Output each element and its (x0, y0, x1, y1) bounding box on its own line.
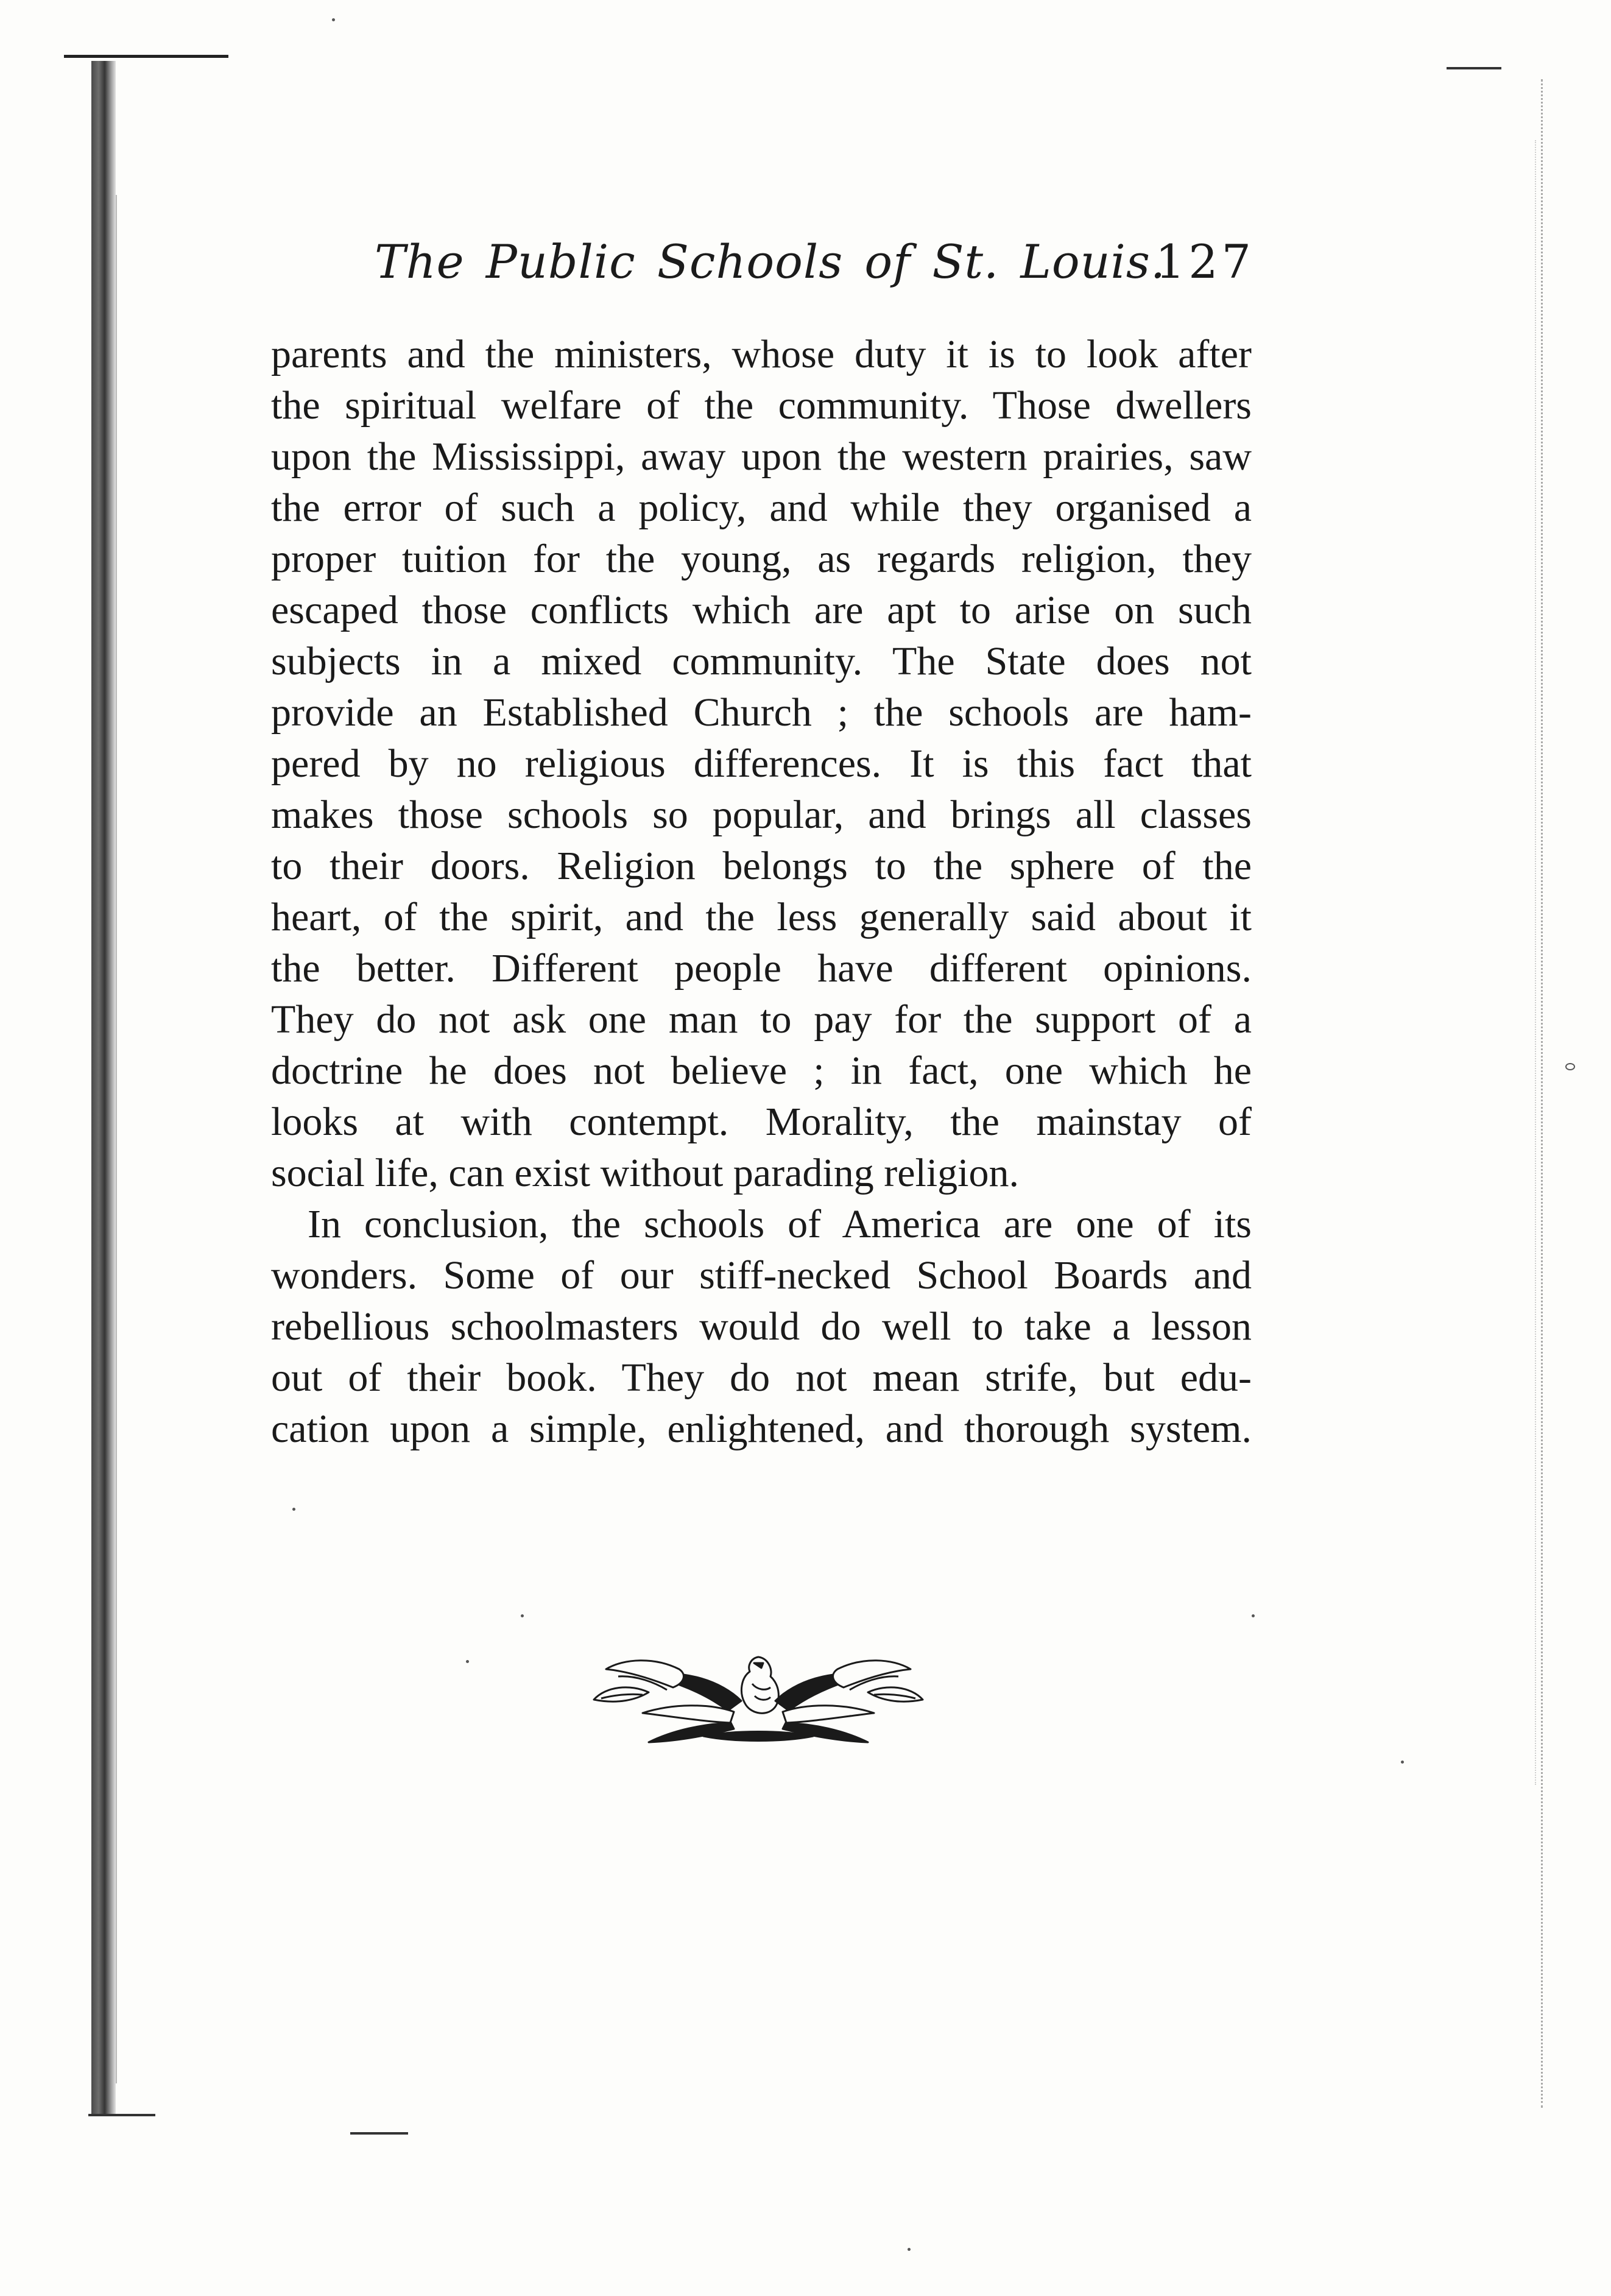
floral-tailpiece-icon (582, 1645, 935, 1748)
text-line: In conclusion, the schools of America are one of its (308, 1202, 1252, 1246)
page-edge-right-inner (1535, 140, 1541, 1785)
text-line: to their doors. Religion belongs to the sphere of the (271, 844, 1252, 888)
text-line: the error of such a policy, and while they organised a (271, 486, 1252, 530)
scan-speck (1252, 1614, 1255, 1617)
text-line: the spiritual welfare of the community. Those dwellers (271, 383, 1252, 428)
page-binding-shadow (116, 195, 123, 2083)
text-line: out of their book. They do not mean strife, but edu- (271, 1355, 1252, 1400)
text-line: social life, can exist without parading religion. (271, 1151, 1019, 1195)
scan-speck (1565, 1063, 1575, 1070)
text-line: doctrine he does not believe ; in fact, one which he (271, 1048, 1252, 1093)
page-edge-right (1541, 79, 1551, 2108)
text-line: provide an Established Church ; the schools are ham- (271, 690, 1252, 735)
text-line: subjects in a mixed community. The State does not (271, 639, 1252, 684)
body-text (271, 329, 1252, 1455)
scan-edge-mark-bottom-mid (350, 2132, 408, 2135)
text-line: makes those schools so popular, and brings all classes (271, 793, 1252, 837)
text-line: escaped those conflicts which are apt to arise on such (271, 588, 1252, 632)
running-head (375, 231, 1255, 292)
text-line: wonders. Some of our stiff-necked School Boards and (271, 1253, 1252, 1298)
paragraph-2 (271, 1199, 1252, 1455)
scan-edge-mark-top-left (64, 55, 228, 58)
page-binding-edge (91, 61, 116, 2114)
scan-edge-mark-bottom-left (88, 2114, 155, 2116)
scan-speck (332, 18, 335, 21)
paragraph-1 (271, 329, 1252, 1199)
scan-edge-mark-top-right (1447, 67, 1501, 69)
text-line: They do not ask one man to pay for the support of a (271, 997, 1252, 1042)
text-line: parents and the ministers, whose duty it is to look after (271, 332, 1252, 376)
text-line: heart, of the spirit, and the less generally said about it (271, 895, 1252, 939)
scan-speck (292, 1508, 295, 1511)
text-line: pered by no religious differences. It is this fact that (271, 741, 1252, 786)
text-line: proper tuition for the young, as regards religion, they (271, 537, 1252, 581)
scan-speck (1401, 1761, 1404, 1764)
text-line: cation upon a simple, enlightened, and thorough system. (271, 1407, 1252, 1451)
text-line: looks at with contempt. Morality, the mainstay of (271, 1100, 1252, 1144)
scan-speck (908, 2248, 911, 2251)
text-line: the better. Different people have different opinions. (271, 946, 1252, 991)
text-line: upon the Mississippi, away upon the western prairies, saw (271, 434, 1252, 479)
text-line: rebellious schoolmasters would do well to take a lesson (271, 1304, 1252, 1349)
scan-speck (521, 1614, 524, 1617)
page-number: 127 (1155, 235, 1255, 289)
running-title: The Public Schools of St. Louis. (375, 235, 1166, 289)
scan-speck (466, 1660, 469, 1663)
